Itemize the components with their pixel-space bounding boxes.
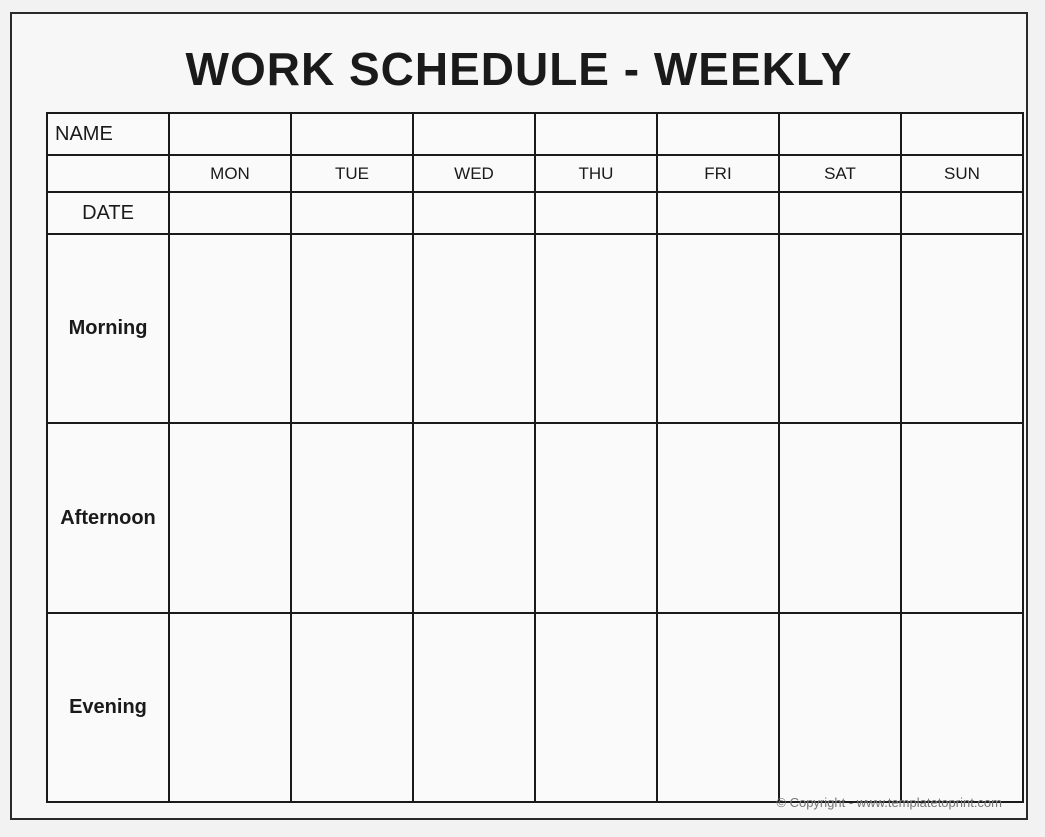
day-header-sun: [901, 155, 1023, 192]
name-cell-thu[interactable]: [535, 113, 657, 155]
day-label: FRI: [704, 163, 732, 183]
evening-cell-sat[interactable]: [779, 613, 901, 802]
day-label: TUE: [335, 163, 369, 183]
days-header-blank: [47, 155, 169, 192]
day-label: WED: [454, 163, 494, 183]
day-label: SAT: [824, 163, 856, 183]
date-cell-mon[interactable]: [169, 192, 291, 234]
date-cell-sat[interactable]: [779, 192, 901, 234]
slot-label-cell: [47, 234, 169, 423]
morning-cell-thu[interactable]: [535, 234, 657, 423]
page-title: WORK SCHEDULE - WEEKLY: [185, 43, 853, 95]
date-cell-sun[interactable]: [901, 192, 1023, 234]
afternoon-cell-mon[interactable]: [169, 423, 291, 612]
schedule-sheet: [10, 12, 1028, 820]
slot-label-afternoon: Afternoon: [60, 506, 156, 529]
evening-row: [47, 613, 1023, 802]
day-header-sat: [779, 155, 901, 192]
name-label-cell: [47, 113, 169, 155]
date-cell-fri[interactable]: [657, 192, 779, 234]
day-label: THU: [578, 163, 614, 183]
date-row: [47, 192, 1023, 234]
morning-row: [47, 234, 1023, 423]
afternoon-cell-thu[interactable]: [535, 423, 657, 612]
afternoon-cell-wed[interactable]: [413, 423, 535, 612]
afternoon-cell-fri[interactable]: [657, 423, 779, 612]
day-label: MON: [210, 163, 250, 183]
day-header-fri: [657, 155, 779, 192]
date-cell-thu[interactable]: [535, 192, 657, 234]
morning-cell-sat[interactable]: [779, 234, 901, 423]
name-cell-wed[interactable]: [413, 113, 535, 155]
evening-cell-thu[interactable]: [535, 613, 657, 802]
evening-cell-fri[interactable]: [657, 613, 779, 802]
date-cell-wed[interactable]: [413, 192, 535, 234]
evening-cell-wed[interactable]: [413, 613, 535, 802]
name-cell-sun[interactable]: [901, 113, 1023, 155]
afternoon-row: [47, 423, 1023, 612]
slot-label-cell: [47, 423, 169, 612]
schedule-table: [46, 112, 1024, 803]
name-cell-tue[interactable]: [291, 113, 413, 155]
name-cell-mon[interactable]: [169, 113, 291, 155]
name-cell-fri[interactable]: [657, 113, 779, 155]
afternoon-cell-sun[interactable]: [901, 423, 1023, 612]
slot-label-evening: Evening: [69, 695, 147, 718]
name-row: [47, 113, 1023, 155]
morning-cell-mon[interactable]: [169, 234, 291, 423]
morning-cell-fri[interactable]: [657, 234, 779, 423]
evening-cell-mon[interactable]: [169, 613, 291, 802]
name-label: NAME: [55, 122, 113, 145]
morning-cell-sun[interactable]: [901, 234, 1023, 423]
morning-cell-wed[interactable]: [413, 234, 535, 423]
name-cell-sat[interactable]: [779, 113, 901, 155]
day-label: SUN: [944, 163, 980, 183]
day-header-mon: [169, 155, 291, 192]
slot-label-morning: Morning: [68, 317, 148, 340]
morning-cell-tue[interactable]: [291, 234, 413, 423]
evening-cell-tue[interactable]: [291, 613, 413, 802]
day-header-wed: [413, 155, 535, 192]
evening-cell-sun[interactable]: [901, 613, 1023, 802]
afternoon-cell-tue[interactable]: [291, 423, 413, 612]
afternoon-cell-sat[interactable]: [779, 423, 901, 612]
date-label-cell: [47, 192, 169, 234]
slot-label-cell: [47, 613, 169, 802]
day-header-thu: [535, 155, 657, 192]
date-label: DATE: [82, 201, 134, 224]
copyright-footer: © Copyright - www.templatetoprint.com: [776, 795, 1002, 810]
day-header-tue: [291, 155, 413, 192]
date-cell-tue[interactable]: [291, 192, 413, 234]
days-header-row: [47, 155, 1023, 192]
